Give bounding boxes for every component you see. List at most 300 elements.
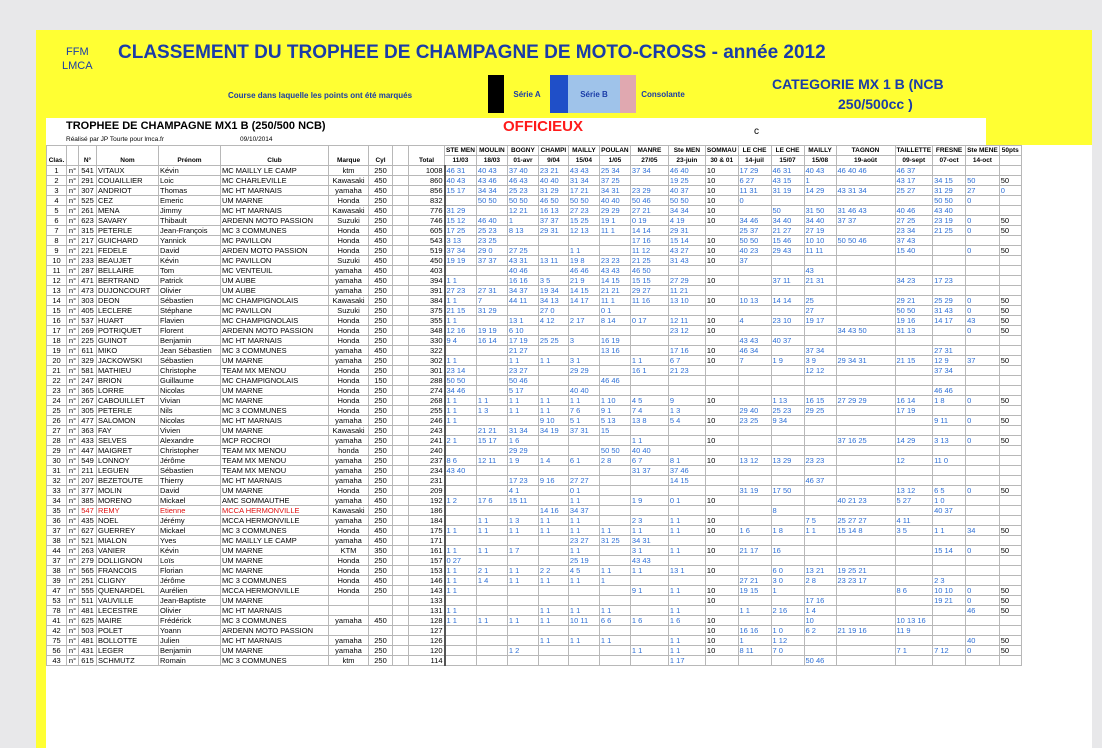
points-cell	[538, 646, 568, 656]
event-header-name: Ste MEN	[668, 146, 705, 156]
event-header-name: MAILLY	[568, 146, 599, 156]
points-cell	[771, 306, 804, 316]
firstname-cell: Loic	[159, 176, 221, 186]
table-row[interactable]	[47, 246, 1022, 256]
cyl-cell: 250	[369, 296, 393, 306]
firstname-cell: Olivier	[159, 606, 221, 616]
total-cell: 288	[409, 376, 445, 386]
club-cell: MC CHAMPIGNOLAIS	[221, 376, 329, 386]
points-cell	[966, 406, 1000, 416]
points-cell: 14 15	[668, 476, 705, 486]
points-cell: 3 5	[538, 276, 568, 286]
table-row[interactable]	[47, 186, 1022, 196]
points-cell	[476, 356, 507, 366]
points-cell	[836, 636, 895, 646]
points-cell	[771, 556, 804, 566]
points-cell	[445, 426, 477, 436]
cyl-cell: 250	[369, 476, 393, 486]
table-row[interactable]	[47, 336, 1022, 346]
points-cell	[966, 456, 1000, 466]
points-cell: 44 11	[507, 296, 538, 306]
table-row[interactable]	[47, 276, 1022, 286]
points-cell: 25 27 27	[836, 516, 895, 526]
table-row[interactable]	[47, 566, 1022, 576]
points-cell: 34 19	[538, 426, 568, 436]
points-cell	[999, 476, 1021, 486]
points-cell: 17 16	[630, 236, 668, 246]
club-cell: MC PAVILLON	[221, 236, 329, 246]
points-cell: 0	[966, 246, 1000, 256]
prefix-cell: n°	[67, 276, 79, 286]
points-cell	[895, 416, 933, 426]
total-cell: 301	[409, 366, 445, 376]
table-row[interactable]	[47, 326, 1022, 336]
col-header-number: N°	[79, 146, 97, 166]
number-cell: 435	[79, 516, 97, 526]
table-row[interactable]	[47, 556, 1022, 566]
points-cell	[476, 386, 507, 396]
brand-cell: Kawasaki	[329, 506, 369, 516]
points-cell: 8 6	[445, 456, 477, 466]
points-cell: 1 1	[476, 546, 507, 556]
points-cell	[895, 336, 933, 346]
cell-mark: c	[754, 126, 759, 137]
points-cell: 50	[999, 546, 1021, 556]
points-cell	[804, 426, 836, 436]
club-cell: UM MARNE	[221, 556, 329, 566]
firstname-cell: Christophe	[159, 366, 221, 376]
lastname-cell: DUJONCOURT	[97, 286, 159, 296]
points-cell: 4 11	[895, 516, 933, 526]
table-row[interactable]	[47, 286, 1022, 296]
points-cell	[804, 466, 836, 476]
prefix-cell: n°	[67, 566, 79, 576]
points-cell	[836, 296, 895, 306]
points-cell: 1 0	[933, 496, 966, 506]
total-cell: 184	[409, 516, 445, 526]
points-cell	[476, 486, 507, 496]
points-cell: 6 0	[771, 566, 804, 576]
points-cell: 0	[966, 216, 1000, 226]
club-cell: UM MARNE	[221, 356, 329, 366]
table-row[interactable]	[47, 196, 1022, 206]
points-cell	[836, 386, 895, 396]
table-row[interactable]	[47, 616, 1022, 626]
points-cell	[738, 276, 771, 286]
total-cell: 268	[409, 396, 445, 406]
firstname-cell: Mickael	[159, 526, 221, 536]
points-cell: 21 25	[933, 226, 966, 236]
points-cell: 23 27	[507, 366, 538, 376]
table-row[interactable]	[47, 416, 1022, 426]
points-cell: 12 21	[507, 206, 538, 216]
points-cell: 8 6	[895, 586, 933, 596]
points-cell	[630, 386, 668, 396]
points-cell: 10 10	[804, 236, 836, 246]
table-row[interactable]	[47, 176, 1022, 186]
points-cell	[738, 466, 771, 476]
points-cell	[630, 486, 668, 496]
course-note: Course dans laquelle les points ont été marqués	[228, 91, 413, 100]
points-cell: 50 50	[568, 196, 599, 206]
points-cell	[771, 466, 804, 476]
points-cell: 11 21	[668, 286, 705, 296]
points-cell: 23 23 17	[836, 576, 895, 586]
rank-cell: 17	[47, 326, 67, 336]
table-row[interactable]	[47, 656, 1022, 666]
points-cell: 6 7	[668, 356, 705, 366]
points-cell: 10	[705, 316, 738, 326]
points-cell: 15 14 8	[836, 526, 895, 536]
brand-cell	[329, 606, 369, 616]
table-row[interactable]	[47, 366, 1022, 376]
table-row[interactable]	[47, 536, 1022, 546]
number-cell: 305	[79, 406, 97, 416]
points-cell: 29 31	[668, 226, 705, 236]
points-cell: 2 1	[476, 566, 507, 576]
points-cell: 1 13	[771, 396, 804, 406]
club-cell: MC CHAMPIGNOLAIS	[221, 296, 329, 306]
points-cell: 1 1	[538, 396, 568, 406]
table-row[interactable]	[47, 296, 1022, 306]
total-cell: 209	[409, 486, 445, 496]
points-cell	[538, 326, 568, 336]
brand-cell: ktm	[329, 166, 369, 176]
table-row[interactable]	[47, 166, 1022, 176]
col-header-firstname: Prénom	[159, 146, 221, 166]
points-cell: 50	[999, 606, 1021, 616]
points-cell: 17 50	[771, 486, 804, 496]
points-cell: 19 21	[933, 596, 966, 606]
brand-cell: Kawasaki	[329, 206, 369, 216]
table-row[interactable]	[47, 456, 1022, 466]
number-cell: 251	[79, 576, 97, 586]
points-cell: 1 1	[538, 616, 568, 626]
points-cell	[999, 386, 1021, 396]
total-cell: 543	[409, 236, 445, 246]
spacer-cell	[393, 586, 409, 596]
firstname-cell: Vivian	[159, 396, 221, 406]
table-row[interactable]	[47, 436, 1022, 446]
lastname-cell: QUENARDEL	[97, 586, 159, 596]
points-cell: 9 11	[933, 416, 966, 426]
points-cell: 19 25	[668, 176, 705, 186]
table-row[interactable]	[47, 526, 1022, 536]
points-cell	[836, 656, 895, 666]
points-cell	[933, 236, 966, 246]
points-cell	[933, 326, 966, 336]
points-cell	[966, 506, 1000, 516]
points-cell: 1 1	[668, 526, 705, 536]
table-row[interactable]	[47, 586, 1022, 596]
number-cell: 279	[79, 556, 97, 566]
table-row[interactable]	[47, 516, 1022, 526]
points-cell: 10 10	[933, 586, 966, 596]
points-cell: 34	[966, 526, 1000, 536]
table-row[interactable]	[47, 646, 1022, 656]
table-row[interactable]	[47, 476, 1022, 486]
points-cell: 10	[705, 246, 738, 256]
points-cell: 34 34	[476, 186, 507, 196]
table-row[interactable]	[47, 316, 1022, 326]
points-cell: 1 1	[507, 566, 538, 576]
points-cell: 29 31	[538, 226, 568, 236]
points-cell: 8 13	[507, 226, 538, 236]
total-cell: 391	[409, 286, 445, 296]
brand-cell: KTM	[329, 546, 369, 556]
table-row[interactable]	[47, 266, 1022, 276]
points-cell	[538, 596, 568, 606]
table-row[interactable]	[47, 206, 1022, 216]
points-cell: 13 16	[599, 346, 630, 356]
total-cell: 856	[409, 186, 445, 196]
number-cell: 385	[79, 496, 97, 506]
trophy-subtitle: TROPHEE DE CHAMPAGNE MX1 B (250/500 NCB)	[66, 120, 326, 132]
points-cell	[895, 556, 933, 566]
cyl-cell: 250	[369, 516, 393, 526]
table-row[interactable]	[47, 256, 1022, 266]
firstname-cell: Yoann	[159, 626, 221, 636]
points-cell: 25 34	[599, 166, 630, 176]
total-cell: 355	[409, 316, 445, 326]
cyl-cell: 250	[369, 416, 393, 426]
brand-cell: yamaha	[329, 616, 369, 626]
points-cell: 10	[705, 166, 738, 176]
points-cell	[771, 346, 804, 356]
total-cell: 746	[409, 216, 445, 226]
points-cell: 0	[966, 586, 1000, 596]
points-cell	[966, 336, 1000, 346]
points-cell	[836, 316, 895, 326]
rank-cell: 33	[47, 486, 67, 496]
table-row[interactable]	[47, 496, 1022, 506]
points-cell	[895, 596, 933, 606]
number-cell: 405	[79, 306, 97, 316]
points-cell: 34 37	[507, 286, 538, 296]
firstname-cell: Thierry	[159, 476, 221, 486]
table-row[interactable]	[47, 626, 1022, 636]
points-cell: 37 37	[836, 216, 895, 226]
prefix-cell: n°	[67, 466, 79, 476]
table-row[interactable]	[47, 356, 1022, 366]
table-row[interactable]	[47, 376, 1022, 386]
brand-cell: Kawasaki	[329, 296, 369, 306]
points-cell: 10	[705, 516, 738, 526]
table-row[interactable]	[47, 596, 1022, 606]
number-cell: 503	[79, 626, 97, 636]
points-cell: 29 21	[895, 296, 933, 306]
points-cell	[599, 366, 630, 376]
table-row[interactable]	[47, 466, 1022, 476]
table-row[interactable]	[47, 306, 1022, 316]
points-cell	[966, 556, 1000, 566]
rank-cell: 14	[47, 296, 67, 306]
points-cell	[507, 236, 538, 246]
points-cell	[836, 536, 895, 546]
firstname-cell: Jimmy	[159, 206, 221, 216]
points-cell	[738, 436, 771, 446]
rank-cell: 75	[47, 636, 67, 646]
total-cell: 302	[409, 356, 445, 366]
points-cell: 12 11	[476, 456, 507, 466]
brand-cell: Honda	[329, 586, 369, 596]
points-cell: 12 9	[933, 356, 966, 366]
firstname-cell: Nils	[159, 406, 221, 416]
number-cell: 581	[79, 366, 97, 376]
prefix-cell: n°	[67, 346, 79, 356]
firstname-cell: Benjamin	[159, 646, 221, 656]
prefix-cell: n°	[67, 396, 79, 406]
table-row[interactable]	[47, 576, 1022, 586]
points-cell: 1 1	[568, 636, 599, 646]
points-cell: 34 43 50	[836, 326, 895, 336]
table-row[interactable]	[47, 216, 1022, 226]
spacer-cell	[393, 246, 409, 256]
prefix-cell: n°	[67, 546, 79, 556]
lastname-cell: PETERLE	[97, 226, 159, 236]
points-cell	[705, 556, 738, 566]
table-row[interactable]	[47, 346, 1022, 356]
table-row[interactable]	[47, 486, 1022, 496]
points-cell	[538, 656, 568, 666]
cyl-cell: 450	[369, 616, 393, 626]
lastname-cell: MENA	[97, 206, 159, 216]
prefix-cell: n°	[67, 326, 79, 336]
points-cell	[599, 546, 630, 556]
points-cell	[999, 656, 1021, 666]
points-cell: 1 1	[738, 606, 771, 616]
points-cell	[771, 446, 804, 456]
points-cell	[668, 266, 705, 276]
legend-swatch	[620, 75, 636, 113]
points-cell: 13 21	[804, 566, 836, 576]
total-cell: 126	[409, 636, 445, 646]
event-header-name: FRESNE	[933, 146, 966, 156]
spacer-cell	[393, 206, 409, 216]
points-cell	[705, 406, 738, 416]
points-cell: 0	[738, 196, 771, 206]
points-cell: 1 10	[599, 396, 630, 406]
points-cell: 43 43	[630, 556, 668, 566]
rank-cell: 18	[47, 336, 67, 346]
points-cell: 37 11	[771, 276, 804, 286]
prefix-cell: n°	[67, 216, 79, 226]
lastname-cell: LEGER	[97, 646, 159, 656]
table-row[interactable]	[47, 446, 1022, 456]
event-header-name: MOULIN	[476, 146, 507, 156]
prefix-cell: n°	[67, 316, 79, 326]
club-cell: MC HT MARNAIS	[221, 336, 329, 346]
points-cell: 10	[705, 646, 738, 656]
points-cell	[507, 636, 538, 646]
points-cell: 10	[705, 256, 738, 266]
points-cell: 27 21	[630, 206, 668, 216]
lastname-cell: BELLAIRE	[97, 266, 159, 276]
spacer-cell	[393, 266, 409, 276]
points-cell	[771, 426, 804, 436]
brand-cell: yamaha	[329, 646, 369, 656]
event-header-name: LE CHE	[771, 146, 804, 156]
points-cell: 1 1	[538, 606, 568, 616]
table-row[interactable]	[47, 506, 1022, 516]
points-cell: 5 17	[507, 386, 538, 396]
points-cell: 7 6	[568, 406, 599, 416]
points-cell	[738, 306, 771, 316]
table-row[interactable]	[47, 606, 1022, 616]
points-cell: 1 3	[668, 406, 705, 416]
points-cell: 1 1	[507, 616, 538, 626]
col-header-club: Club	[221, 146, 329, 166]
spacer-cell	[393, 306, 409, 316]
event-header-name: LE CHE	[738, 146, 771, 156]
table-row[interactable]	[47, 546, 1022, 556]
rank-cell: 36	[47, 516, 67, 526]
club-cell: MC 3 COMMUNES	[221, 616, 329, 626]
event-header-name: SOMMAU	[706, 147, 737, 154]
rank-cell: 31	[47, 466, 67, 476]
prefix-cell: n°	[67, 656, 79, 666]
points-cell	[836, 366, 895, 376]
table-row[interactable]	[47, 396, 1022, 406]
lastname-cell: MAIRE	[97, 616, 159, 626]
points-cell: 4 19	[668, 216, 705, 226]
points-cell: 11 1	[599, 226, 630, 236]
points-cell	[966, 516, 1000, 526]
table-row[interactable]	[47, 236, 1022, 246]
points-cell: 37 34	[630, 166, 668, 176]
points-cell: 1 1	[668, 546, 705, 556]
points-cell	[966, 576, 1000, 586]
points-cell	[476, 606, 507, 616]
table-row[interactable]	[47, 386, 1022, 396]
points-cell: 21 27	[771, 226, 804, 236]
points-cell	[804, 486, 836, 496]
standings-table-wrap[interactable]	[46, 145, 1092, 748]
unofficial-stamp: OFFICIEUX	[503, 118, 584, 135]
table-row[interactable]	[47, 636, 1022, 646]
spacer-cell	[393, 196, 409, 206]
points-cell	[668, 536, 705, 546]
points-cell	[804, 506, 836, 516]
table-row[interactable]	[47, 226, 1022, 236]
table-row[interactable]	[47, 426, 1022, 436]
points-cell: 1 8	[771, 526, 804, 536]
prefix-cell: n°	[67, 536, 79, 546]
points-cell: 16 19	[599, 336, 630, 346]
points-cell: 10	[705, 566, 738, 576]
points-cell: 1 1	[538, 406, 568, 416]
points-cell	[599, 656, 630, 666]
points-cell: 1 1	[445, 526, 477, 536]
total-cell: 255	[409, 406, 445, 416]
club-cell: UM MARNE	[221, 386, 329, 396]
points-cell	[445, 646, 477, 656]
points-cell	[538, 246, 568, 256]
points-cell	[933, 536, 966, 546]
rank-cell: 39	[47, 576, 67, 586]
points-cell: 1 1	[445, 566, 477, 576]
points-cell: 31 29	[476, 306, 507, 316]
table-row[interactable]	[47, 406, 1022, 416]
cyl-cell: 250	[369, 166, 393, 176]
spacer-cell	[393, 536, 409, 546]
points-cell	[966, 536, 1000, 546]
brand-cell: Honda	[329, 406, 369, 416]
points-cell	[966, 286, 1000, 296]
points-cell: 1 1	[668, 516, 705, 526]
cyl-cell: 250	[369, 466, 393, 476]
points-cell	[771, 286, 804, 296]
